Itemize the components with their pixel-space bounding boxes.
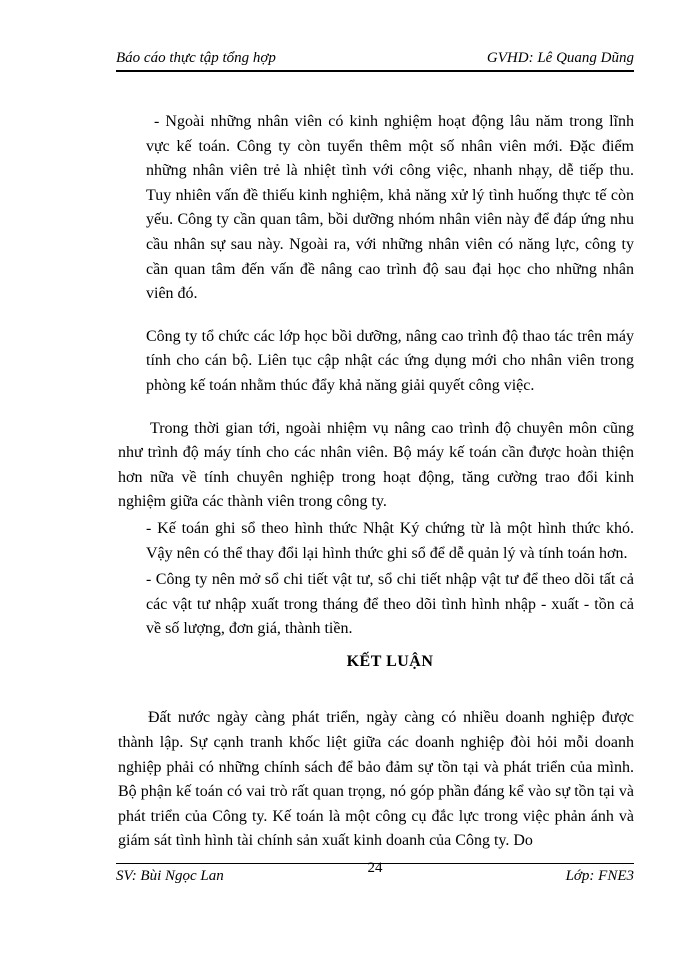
footer-student-name: SV: Bùi Ngọc Lan [116, 868, 224, 884]
page-header [116, 48, 634, 72]
header-supervisor: GVHD: Lê Quang Dũng [486, 50, 634, 66]
page-number: 24 [367, 860, 383, 876]
paragraph-conclusion: Đất nước ngày càng phát triển, ngày càng có nhiều doanh nghiệp được thành lập. Sự cạnh tranh khốc liệt giữa các doanh nghiệp đòi hỏi mỗi doanh nghiệp phải có những chính sách để bảo đảm sự tồn tại và phát triển của mình. Bộ phận kế toán có vai trò rất quan trọng, nó góp phần đáng kể vào sự tồn tại và phát triển của Công ty. Kế toán là một công cụ đắc lực trong việc phản ánh và giám sát tình hình tài chính sản xuất kinh doanh của Công ty. Do [118, 709, 634, 850]
paragraph-journal-method: - Kế toán ghi sổ theo hình thức Nhật Ký chứng từ là một hình thức khó. Vậy nên có thể thay đổi lại hình thức ghi sổ để dễ quản lý và tính toán hơn. [146, 519, 634, 562]
paragraph-training: Công ty tổ chức các lớp học bồi dưỡng, nâng cao trình độ thao tác trên máy tính cho cán bộ. Liên tục cập nhật các ứng dụng mới cho nhân viên trong phòng kế toán nhằm thúc đẩy khả năng giải quyết công việc. [146, 327, 634, 394]
paragraph-material-ledger: - Công ty nên mở sổ chi tiết vật tư, sổ chi tiết nhập vật tư để theo dõi tất cả các vật tư nhập xuất trong tháng để theo dõi tình hình nhập - xuất - tồn cả về số lượng, đơn giá, thành tiền. [146, 571, 634, 638]
paragraph-spacer [146, 399, 634, 417]
paragraph-spacer [146, 307, 634, 325]
header-report-title: Báo cáo thực tập tổng hợp [116, 50, 276, 66]
page-footer [116, 860, 634, 888]
document-body [118, 110, 634, 854]
paragraph-future-plans: Trong thời gian tới, ngoài nhiệm vụ nâng cao trình độ chuyên môn cũng như trình độ máy tính cho các nhân viên. Bộ máy kế toán cần được hoàn thiện hơn nữa về tính chuyên nghiệp trong hoạt động, tăng cường trao đổi kinh nghiệm giữa các thành viên trong công ty. [118, 419, 634, 511]
paragraph-new-staff: - Ngoài những nhân viên có kinh nghiệm hoạt động lâu năm trong lĩnh vực kế toán. Công ty còn tuyển thêm một số nhân viên mới. Đặc điểm những nhân viên trẻ là nhiệt tình với công việc, nhanh nhạy, dễ tiếp thu. Tuy nhiên vấn đề thiếu kinh nghiệm, khả năng xử lý tình huống thực tế còn yếu. Công ty cần quan tâm, bồi dưỡng nhóm nhân viên này để đáp ứng nhu cầu nhân sự sau này. Ngoài ra, với những nhân viên có năng lực, công ty cần quan tâm đến vấn đề nâng cao trình độ sau đại học cho những nhân viên đó. [146, 113, 634, 303]
conclusion-heading: KẾT LUẬN [346, 652, 434, 670]
footer-class: Lớp: FNE3 [565, 868, 634, 884]
